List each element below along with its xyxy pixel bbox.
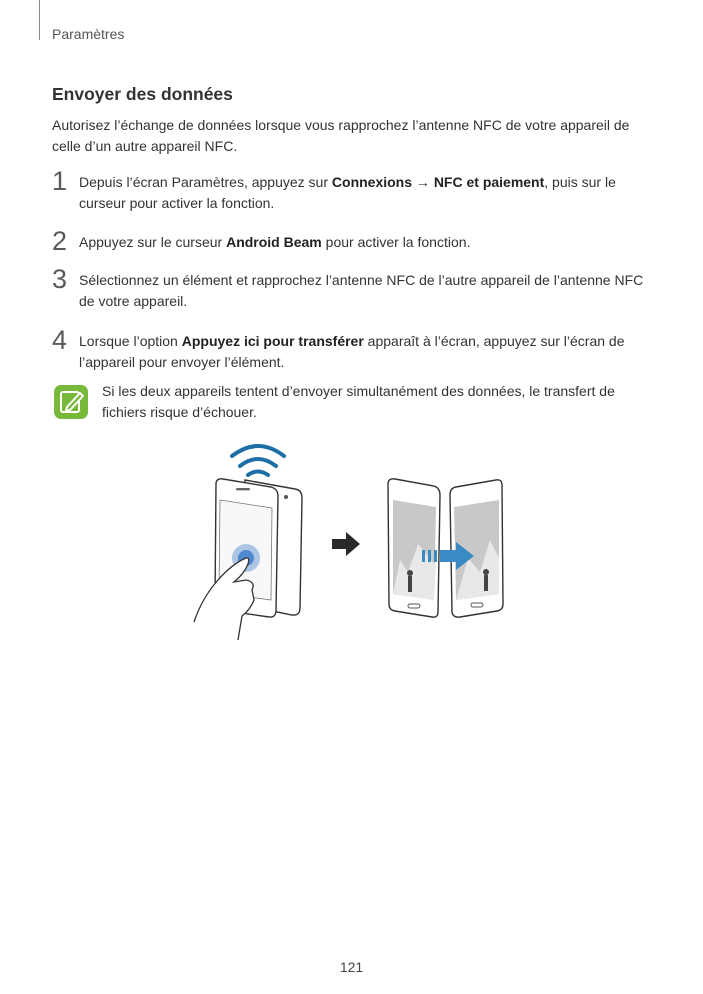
step-4 — [52, 325, 662, 373]
step-number: 2 — [52, 226, 68, 256]
header-rule — [39, 0, 40, 40]
step-text: Depuis l’écran Paramètres, appuyez sur Connexions → NFC et paiement, puis sur le curseur pour activer la fonction. — [79, 174, 616, 211]
step-text: Sélectionnez un élément et rapprochez l’antenne NFC de l’autre appareil de l’antenne NFC de votre appareil. — [79, 272, 644, 309]
step-text: Lorsque l’option Appuyez ici pour transférer apparaît à l’écran, appuyez sur l’écran de l’appareil pour envoyer l’élément. — [79, 333, 625, 370]
step-1 — [52, 166, 662, 214]
menu-nfc-paiement: NFC et paiement — [433, 174, 545, 190]
step-number: 4 — [52, 325, 68, 355]
note-text: Si les deux appareils tentent d’envoyer simultanément des données, le transfert de fichiers risque d’échouer. — [102, 383, 615, 420]
nfc-wave-icon — [232, 446, 284, 475]
sending-phone-icon — [388, 479, 440, 617]
switch-android-beam: Android Beam — [226, 234, 322, 250]
next-step-arrow-icon — [332, 532, 360, 556]
section-header: Paramètres — [52, 26, 125, 42]
step-number: 1 — [52, 166, 68, 196]
step-3 — [52, 264, 662, 312]
step-text: Appuyez sur le curseur Android Beam pour activer la fonction. — [79, 234, 471, 250]
note-box — [54, 381, 654, 423]
note-pencil-icon — [54, 385, 88, 419]
nfc-transfer-illustration — [190, 440, 530, 640]
page-title: Envoyer des données — [52, 84, 233, 104]
page-number: 121 — [339, 959, 364, 975]
option-appuyez-ici: Appuyez ici pour transférer — [181, 333, 364, 349]
step-2 — [52, 226, 662, 256]
intro-paragraph: Autorisez l’échange de données lorsque vous rapprochez l’antenne NFC de votre appareil de celle d’un autre appareil NFC. — [52, 117, 630, 154]
step-number: 3 — [52, 264, 68, 294]
menu-connexions: Connexions — [331, 174, 413, 190]
